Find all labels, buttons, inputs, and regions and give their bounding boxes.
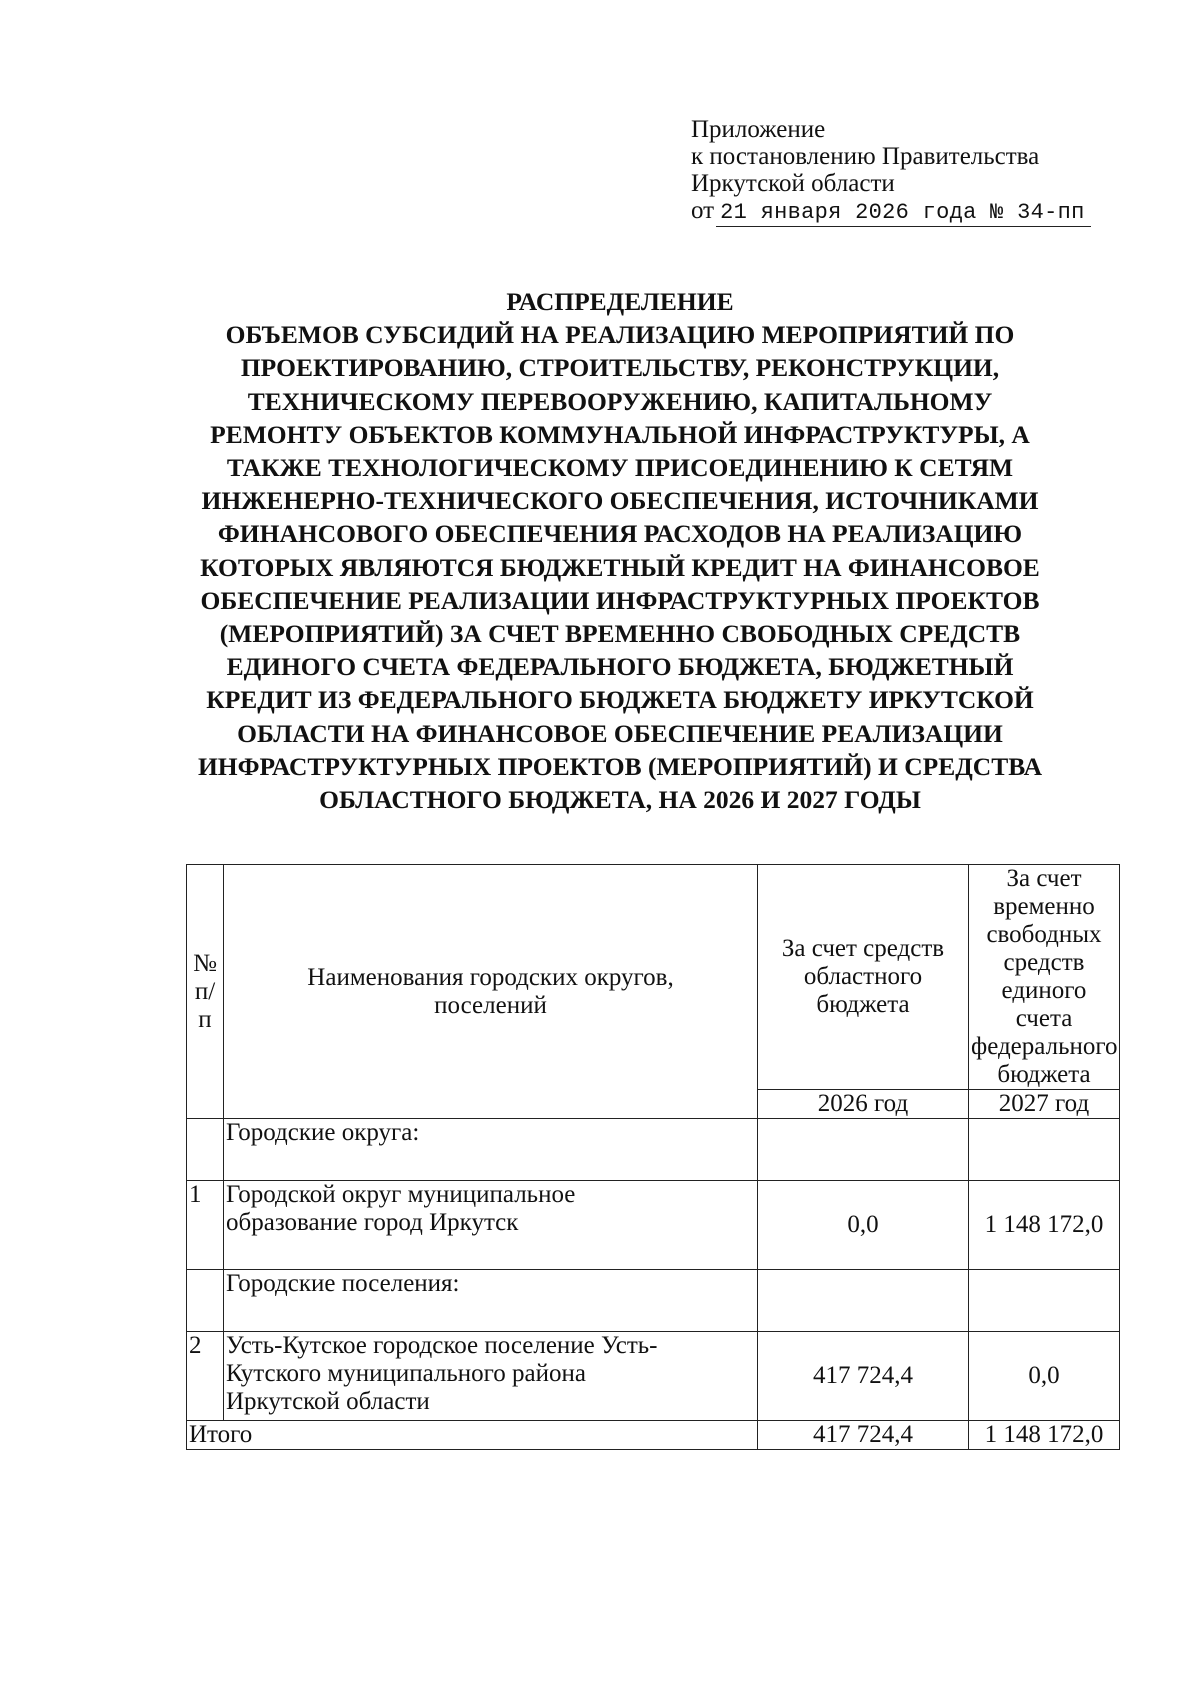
row-name-line: Кутского муниципального района: [226, 1360, 586, 1387]
header-name: [224, 865, 758, 1119]
total-value-2027: 1 148 172,0: [969, 1421, 1120, 1450]
header-name-line: Наименования городских округов,: [307, 963, 674, 991]
header-col-b-line: единого счета: [1001, 977, 1087, 1032]
header-col-b-line: свободных: [986, 921, 1102, 948]
total-value-2026: 417 724,4: [758, 1421, 969, 1450]
title-line: ОБЪЕМОВ СУБСИДИЙ НА РЕАЛИЗАЦИЮ МЕРОПРИЯТИЙ ПО: [225, 320, 1015, 350]
row-value-2026: 0,0: [758, 1181, 969, 1270]
header-federal-account: [969, 865, 1120, 1090]
header-col-b-line: федерального: [971, 1033, 1118, 1060]
header-col-a-line: бюджета: [816, 991, 910, 1018]
header-number-pp: п/п: [194, 977, 216, 1033]
section-label-urban-districts: Городские округа:: [224, 1119, 758, 1181]
distribution-table: [186, 864, 1120, 1450]
title-line: ФИНАНСОВОГО ОБЕСПЕЧЕНИЯ РАСХОДОВ НА РЕАЛИЗАЦИЮ: [217, 519, 1023, 549]
row-name-line: Городской округ муниципальное: [226, 1181, 576, 1208]
title-line: ТАКЖЕ ТЕХНОЛОГИЧЕСКОМУ ПРИСОЕДИНЕНИЮ К СЕТЯМ: [226, 453, 1014, 483]
title-line: КРЕДИТ ИЗ ФЕДЕРАЛЬНОГО БЮДЖЕТА БЮДЖЕТУ ИРКУТСКОЙ: [206, 685, 1034, 715]
appendix-block: [691, 116, 1091, 227]
row-value-2026: 417 724,4: [758, 1332, 969, 1421]
section-empty-cell: [969, 1119, 1120, 1181]
title-line: ОБЛАСТНОГО БЮДЖЕТА, НА 2026 И 2027 ГОДЫ: [319, 785, 921, 815]
appendix-date-value: 21 января 2026 года № 34-пп: [716, 199, 1091, 227]
title-line: ОБЕСПЕЧЕНИЕ РЕАЛИЗАЦИИ ИНФРАСТРУКТУРНЫХ ПРОЕКТОВ: [200, 585, 1040, 615]
header-number: [187, 865, 224, 1119]
appendix-region: Иркутской области: [691, 170, 895, 197]
row-name-line: образование город Иркутск: [226, 1209, 519, 1236]
total-label: Итого: [187, 1421, 758, 1450]
section-empty-cell: [758, 1119, 969, 1181]
title-line: ПРОЕКТИРОВАНИЮ, СТРОИТЕЛЬСТВУ, РЕКОНСТРУКЦИИ,: [240, 353, 1000, 383]
section-label-urban-settlements: Городские поселения:: [224, 1270, 758, 1332]
header-name-line: поселений: [434, 991, 547, 1019]
header-col-b-line: средств: [1003, 949, 1085, 976]
appendix-date-prefix: от: [691, 197, 715, 224]
header-col-a-line: За счет средств: [781, 935, 945, 962]
title-line: ИНЖЕНЕРНО-ТЕХНИЧЕСКОГО ОБЕСПЕЧЕНИЯ, ИСТОЧНИКАМИ: [201, 486, 1039, 516]
header-col-b-line: За счет: [1006, 865, 1082, 892]
appendix-resolution-ref: к постановлению Правительства: [691, 143, 1040, 170]
row-name: [224, 1332, 758, 1421]
section-empty-cell: [969, 1270, 1120, 1332]
row-name-line: Усть-Кутское городское поселение Усть-: [226, 1332, 658, 1359]
row-name-line: Иркутской области: [226, 1388, 430, 1415]
appendix-date-line: [691, 197, 1091, 227]
title-line: РЕМОНТУ ОБЪЕКТОВ КОММУНАЛЬНОЙ ИНФРАСТРУКТУРЫ, А: [210, 419, 1030, 449]
table-row: [187, 1332, 1120, 1421]
title-line: РАСПРЕДЕЛЕНИЕ: [506, 287, 734, 316]
title-line: ИНФРАСТРУКТУРНЫХ ПРОЕКТОВ (МЕРОПРИЯТИЙ) И СРЕДСТВА: [197, 751, 1043, 781]
table-header-row: [187, 865, 1120, 1090]
row-value-2027: 1 148 172,0: [969, 1181, 1120, 1270]
title-line: ОБЛАСТИ НА ФИНАНСОВОЕ ОБЕСПЕЧЕНИЕ РЕАЛИЗАЦИИ: [237, 718, 1003, 748]
section-num-cell: [187, 1119, 224, 1181]
section-num-cell: [187, 1270, 224, 1332]
header-col-b-line: бюджета: [997, 1061, 1091, 1088]
header-regional-budget: [758, 865, 969, 1090]
row-number: 2: [187, 1332, 224, 1421]
row-name: [224, 1181, 758, 1270]
year-2027: 2027 год: [969, 1090, 1120, 1119]
header-col-b-line: временно: [993, 893, 1095, 920]
appendix-label: Приложение: [691, 116, 826, 143]
total-row: [187, 1421, 1120, 1450]
title-line: КОТОРЫХ ЯВЛЯЮТСЯ БЮДЖЕТНЫЙ КРЕДИТ НА ФИНАНСОВОЕ: [200, 552, 1040, 582]
header-col-a-line: областного: [803, 963, 923, 990]
title-line: ЕДИНОГО СЧЕТА ФЕДЕРАЛЬНОГО БЮДЖЕТА, БЮДЖЕТНЫЙ: [226, 652, 1014, 682]
header-number-sign: №: [193, 949, 217, 977]
table-row: [187, 1181, 1120, 1270]
title-line: ТЕХНИЧЕСКОМУ ПЕРЕВООРУЖЕНИЮ, КАПИТАЛЬНОМУ: [247, 386, 993, 416]
row-value-2027: 0,0: [969, 1332, 1120, 1421]
section-row-urban-settlements: [187, 1270, 1120, 1332]
section-row-urban-districts: [187, 1119, 1120, 1181]
title-line: (МЕРОПРИЯТИЙ) ЗА СЧЕТ ВРЕМЕННО СВОБОДНЫХ СРЕДСТВ: [219, 619, 1021, 649]
section-empty-cell: [758, 1270, 969, 1332]
year-2026: 2026 год: [758, 1090, 969, 1119]
row-number: 1: [187, 1181, 224, 1270]
document-title: [150, 285, 1090, 816]
